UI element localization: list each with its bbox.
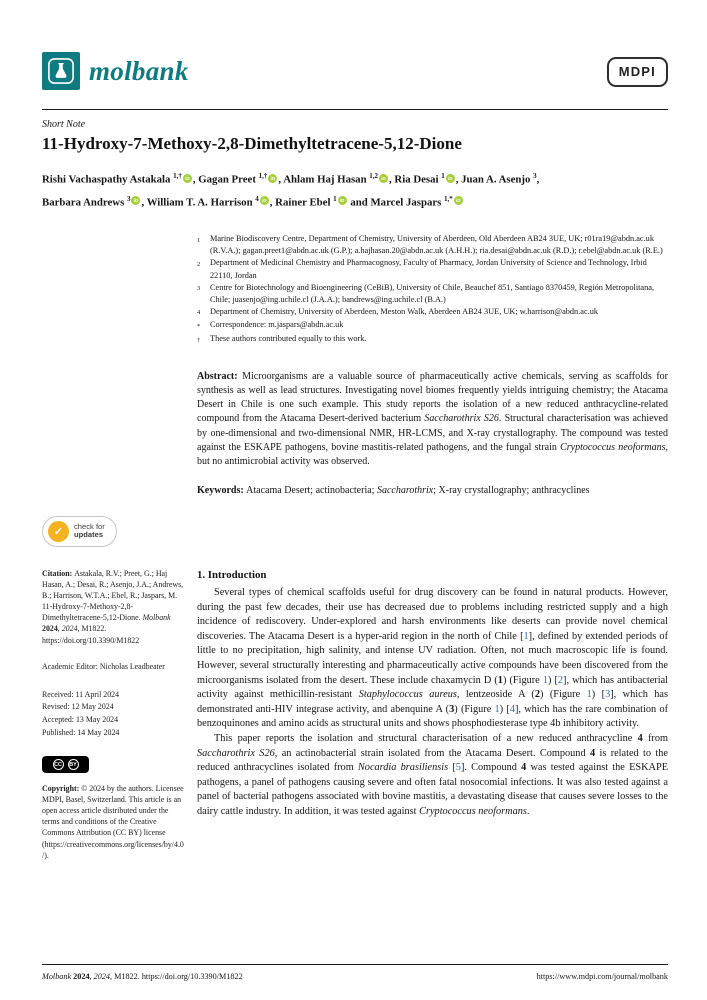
reference-link[interactable]: 3 — [605, 689, 611, 701]
orcid-icon[interactable]: iD — [379, 174, 388, 183]
affiliation-marker: 1 — [197, 236, 201, 244]
affiliation-item — [197, 257, 668, 281]
cc-by-license-badge[interactable] — [42, 756, 89, 773]
affiliation-marker: † — [197, 336, 201, 344]
article-dates — [42, 689, 185, 739]
date-accepted: Accepted: 13 May 2024 — [42, 714, 119, 724]
date-published: Published: 14 May 2024 — [42, 727, 120, 737]
affiliation-item — [197, 306, 668, 320]
reference-link[interactable]: 1 — [586, 689, 592, 701]
reference-link[interactable]: 1 — [494, 703, 500, 715]
reference-link[interactable]: 1 — [542, 674, 548, 686]
sidebar — [42, 516, 185, 861]
author-list: Rishi Vachaspathy Astakala $^{1,\dagger}$ iD , Gagan Preet $^{1,\dagger}$ iD , Ahlam Haj Hasan $^{1,2}$ iD , Ria Desai $^1$ iD , Juan A. Asenjo $^3$, Barbara Andrews $^3$ iD , William T. A. Harrison $^4$ iD , Rainer Ebel $^1$ iD and Marcel Jaspars $^{1,*}$ iD — [42, 172, 540, 209]
affiliation-marker: 3 — [197, 285, 201, 293]
check-for-updates-button[interactable] — [42, 516, 117, 547]
reference-link[interactable]: 4 — [509, 703, 515, 715]
orcid-icon[interactable]: iD — [268, 174, 277, 183]
flask-icon — [44, 54, 78, 88]
affiliation-marker: * — [197, 322, 201, 330]
page-footer — [42, 964, 668, 981]
correspondence-note — [197, 319, 668, 333]
affiliation-text: Department of Medicinal Chemistry and Pharmacognosy, Faculty of Pharmacy, Jordan University of Science and Technology, Irbid 22110, Jordan — [210, 258, 647, 280]
article-type-label: Short Note — [42, 119, 86, 130]
orcid-icon[interactable]: iD — [454, 196, 463, 205]
intro-paragraph-1: Several types of chemical scaffolds useful for drug discovery can be found in natural products. However, during the past few decades, their use has decreased due to problems including restricted supply and a high incidence of rediscovery. Under-explored and harsh environments like deserts can provide novel chemical discoveries. The Atacama Desert is a hyper-arid region in the north of Chile [1], defined by extended periods of little to no precipitation, high salinity, and intense UV radiation. Often, not much macroscopic life is found. However, several structurally interesting and pharmaceutically active compounds have been discovered from the microorganisms isolated from the desert. These include chaxamycin D (1) (Figure 1) [2], which has antibacterial activity against methicillin-resistant Staphylococcus aureus, lentzeoside A (2) (Figure 1) [3], which has demonstrated anti-HIV integrase activity, and abenquine A (3) (Figure 1) [4], which has the rare combination of benzoquinones and amino acids as structural units and shows phosphodiesterase type 4b inhibitory activity. — [197, 586, 669, 730]
affiliation-marker: 2 — [197, 260, 201, 268]
molbank-logo-icon — [42, 52, 80, 90]
reference-link[interactable]: 2 — [557, 674, 564, 686]
equal-contribution-note — [197, 333, 668, 347]
footer-journal-url[interactable]: https://www.mdpi.com/journal/molbank — [536, 972, 668, 981]
orcid-icon[interactable]: iD — [260, 196, 269, 205]
check-updates-label: check for updates — [74, 521, 105, 540]
affiliation-text: Centre for Biotechnology and Bioengineering (CeBiB), University of Chile, Beauchef 851, Santiago 8370459, Región Metropolitana, Chile; juasenjo@ing.uchile.cl (J.A.A.); bandrews@ing.uchile.cl (B.A.) — [210, 282, 655, 304]
molbank-brand[interactable] — [42, 52, 189, 90]
orcid-icon[interactable]: iD — [131, 196, 140, 205]
correspondence-text: Correspondence: m.jaspars@abdn.ac.uk — [210, 320, 344, 330]
affiliation-text: Marine Biodiscovery Centre, Department of Chemistry, University of Aberdeen, Old Aberdeen AB24 3UE, UK; r01ra19@abdn.ac.uk (R.V.A.); gagan.preet1@abdn.ac.uk (G.P.); a.hajhasan.20@abdn.ac.uk (A.H.H.); ria.desai@abdn.ac.uk (R.D.); r.ebel@abdn.ac.uk (R.E.) — [210, 234, 663, 256]
equal-contribution-text: These authors contributed equally to this work. — [210, 334, 367, 343]
check-updates-icon: ✓ — [48, 521, 69, 542]
mdpi-logo[interactable] — [607, 57, 668, 87]
cc-icon: CC — [53, 759, 64, 770]
affiliation-list — [197, 233, 668, 346]
mdpi-logo-text: MDPI — [618, 64, 656, 79]
header-divider — [42, 109, 668, 110]
academic-editor-note: Academic Editor: Nicholas Leadbeater — [42, 661, 165, 671]
citation-note: Citation: Astakala, R.V.; Preet, G.; Haj Hasan, A.; Desai, R.; Asenjo, J.A.; Andrews, B.; Harrison, W.T.A.; Ebel, R.; Jaspars, M. 11-Hydroxy-7-Methoxy-2,8-Dimethyltetracene-5,12-Dione. Molbank 2024, 2024, M1822. https://doi.org/10.3390/M1822 — [42, 568, 184, 645]
body-section — [42, 516, 669, 860]
journal-name: molbank — [89, 55, 189, 86]
date-revised: Revised: 12 May 2024 — [42, 702, 114, 712]
affiliation-item — [197, 233, 668, 257]
front-matter-column — [197, 233, 668, 498]
orcid-icon[interactable]: iD — [446, 174, 455, 183]
section-heading-introduction: 1. Introduction — [197, 568, 267, 581]
orcid-icon[interactable]: iD — [338, 196, 347, 205]
intro-paragraph-2: This paper reports the isolation and structural characterisation of a new reduced anthracycline 4 from Saccharothrix S26, an actinobacterial strain isolated from the Atacama Desert. Compound 4 is related to the reduced anthracyclines isolated from Nocardia brasiliensis [5]. Compound 4 was tested against the ESKAPE pathogens, a panel of pathogens causing severe and often fatal nosocomial infections. It was also tested against a panel of bacterial pathogens associated with bovine mastitis, a devastating disease that causes severe losses to the dairy cattle industry. In addition, it was tested against Cryptococcus neoformans. — [197, 732, 669, 817]
footer-citation-doi[interactable]: Molbank 2024, 2024, M1822. https://doi.org/10.3390/M1822 — [42, 972, 243, 981]
orcid-icon[interactable]: iD — [183, 174, 192, 183]
affiliation-text: Department of Chemistry, University of Aberdeen, Meston Walk, Aberdeen AB24 3UE, UK; w.harrison@abdn.ac.uk — [210, 306, 599, 316]
article-body — [197, 516, 668, 820]
by-icon: BY — [68, 759, 79, 770]
reference-link[interactable]: 1 — [523, 630, 529, 642]
date-received: Received: 11 April 2024 — [42, 689, 120, 699]
reference-link[interactable]: 5 — [455, 762, 461, 774]
abstract: Abstract: Microorganisms are a valuable source of pharmaceutically active chemicals, serving as scaffolds for synthesis as well as lead structures. Investigating novel biomes frequently yields intriguing chemistry; the Atacama Desert in Chile is one such example. This study reports the isolation of a new reduced anthracycline-related compound from the Atacama Desert-derived bacterium Saccharothrix S26. Structural characterisation was achieved by one-dimensional and two-dimensional NMR, HR-LCMS, and X-ray crystallography. The compound was tested against the ESKAPE pathogens, bovine mastitis-related pathogens, and the fungal strain Cryptococcus neoformans, but no antimicrobial activity was observed. — [197, 370, 668, 468]
keywords: Keywords: Atacama Desert; actinobacteria; Saccharothrix; X-ray crystallography; anthracyclines — [197, 484, 590, 496]
copyright-note: Copyright: © 2024 by the authors. Licensee MDPI, Basel, Switzerland. This article is an open access article distributed under the terms and conditions of the Creative Commons Attribution (CC BY) license (https://creativecommons.org/licenses/by/4.0/). — [42, 784, 184, 860]
article-title: 11-Hydroxy-7-Methoxy-2,8-Dimethyltetracene-5,12-Dione — [42, 134, 462, 153]
affiliation-marker: 4 — [197, 309, 201, 317]
affiliation-item — [197, 282, 668, 306]
journal-header — [42, 0, 668, 90]
